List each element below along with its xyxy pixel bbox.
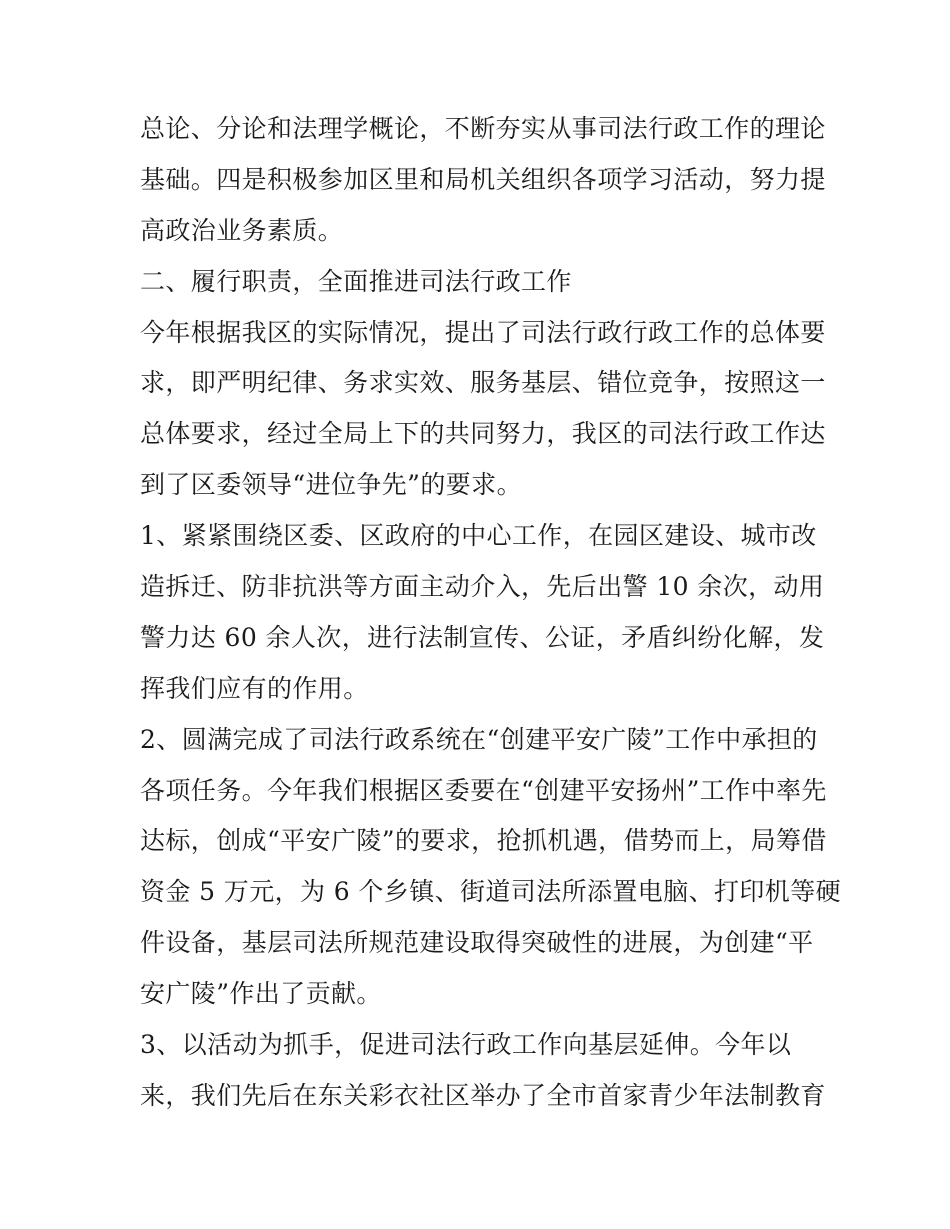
- text-line: 1、紧紧围绕区委、区政府的中心工作，在园区建设、城市改: [140, 521, 817, 551]
- text-line: 来，我们先后在东关彩衣社区举办了全市首家青少年法制教育: [140, 1080, 826, 1110]
- text-line: 今年根据我区的实际情况，提出了司法行政行政工作的总体要: [140, 317, 826, 347]
- text-line: 各项任务。今年我们根据区委要在“创建平安扬州”工作中率先: [140, 775, 827, 805]
- text-line: 总论、分论和法理学概论，不断夯实从事司法行政工作的理论: [140, 114, 826, 143]
- text-line: 资金 5 万元，为 6 个乡镇、街道司法所添置电脑、打印机等硬: [140, 877, 842, 907]
- text-line: 造拆迁、防非抗洪等方面主动介入，先后出警 10 余次，动用: [140, 572, 825, 602]
- text-line: 3、以活动为抓手，促进司法行政工作向基层延伸。今年以: [140, 1030, 792, 1060]
- text-line: 件设备，基层司法所规范建设取得突破性的进展，为创建“平: [140, 928, 814, 958]
- text-line: 达标，创成“平安广陵”的要求，抢抓机遇，借势而上，局筹借: [140, 826, 827, 856]
- text-line: 警力达 60 余人次，进行法制宣传、公证，矛盾纠纷化解，发: [140, 622, 825, 652]
- text-line: 高政治业务素质。: [140, 215, 344, 245]
- text-line: 总体要求，经过全局上下的共同努力，我区的司法行政工作达: [140, 419, 826, 449]
- section-heading: 二、履行职责，全面推进司法行政工作: [140, 266, 572, 296]
- text-line: 基础。四是积极参加区里和局机关组织各项学习活动，努力提: [140, 164, 826, 194]
- document-body: [140, 104, 842, 1122]
- text-line: 安广陵”作出了贡献。: [140, 979, 382, 1009]
- text-line: 2、圆满完成了司法行政系统在“创建平安广陵”工作中承担的: [140, 724, 818, 754]
- text-line: 到了区委领导“进位争先”的要求。: [140, 470, 522, 500]
- text-line: 求，即严明纪律、务求实效、服务基层、错位竞争，按照这一: [140, 368, 826, 398]
- text-line: 挥我们应有的作用。: [140, 673, 369, 703]
